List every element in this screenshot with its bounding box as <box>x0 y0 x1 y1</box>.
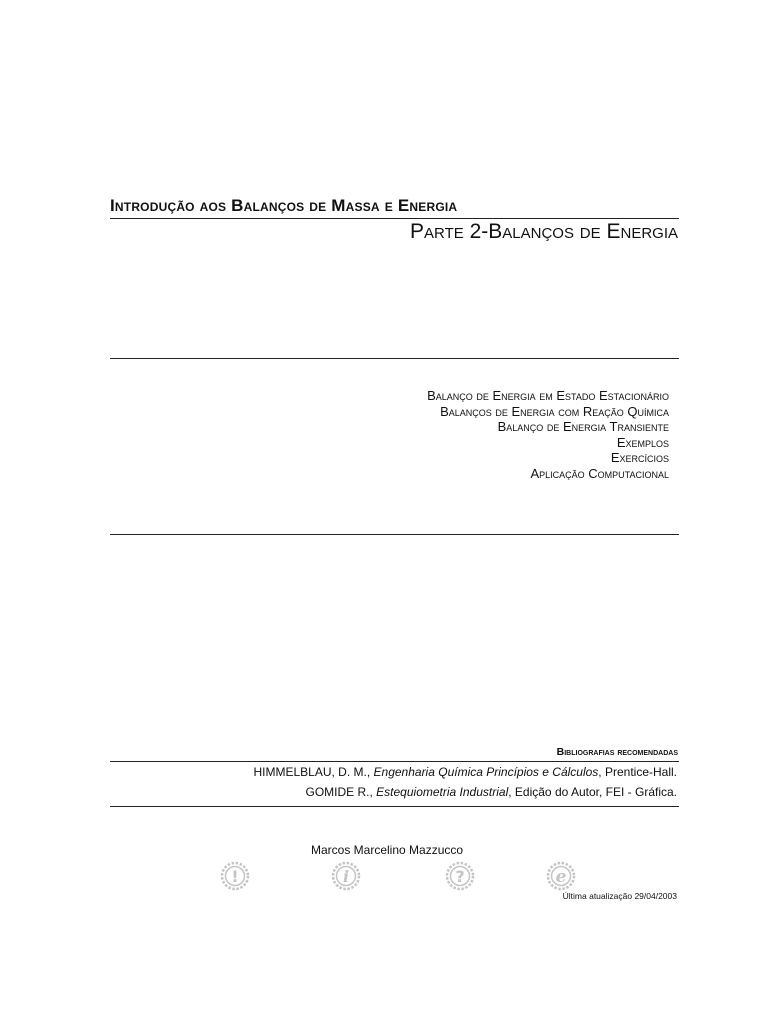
topic-item: Aplicação Computacional <box>530 465 669 481</box>
svg-text:?: ? <box>455 867 465 886</box>
question-icon <box>444 860 476 892</box>
topic-item: Balanços de Energia com Reação Química <box>440 403 669 419</box>
reference-publisher: , Edição do Autor, FEI - Gráfica. <box>508 785 677 799</box>
exclamation-icon <box>219 860 251 892</box>
reference-author: HIMMELBLAU, D. M., <box>253 765 374 779</box>
reference-item <box>253 762 677 782</box>
topics-top-divider <box>110 358 679 359</box>
icon-row <box>0 860 768 894</box>
bibliography-list <box>253 762 677 802</box>
document-subtitle: Parte 2-Balanços de Energia <box>410 220 678 243</box>
reference-work: Engenharia Química Princípios e Cálculos <box>373 765 599 779</box>
author-name: Marcos Marcelino Mazzucco <box>311 843 464 857</box>
info-icon <box>330 860 362 892</box>
topic-item: Balanço de Energia em Estado Estacionário <box>427 388 669 403</box>
topic-item: Exercícios <box>610 450 669 465</box>
reference-work: Estequiometria Industrial <box>376 785 509 799</box>
topic-item: Balanço de Energia Transiente <box>497 419 669 434</box>
reference-item <box>253 782 677 802</box>
last-updated: Última atualização 29/04/2003 <box>562 891 677 901</box>
svg-text:i: i <box>342 867 350 886</box>
bibliography-heading: Bibliografias recomendadas <box>556 746 678 758</box>
reference-publisher: , Prentice-Hall. <box>598 765 677 779</box>
topics-list <box>427 388 669 481</box>
title-divider <box>110 218 679 219</box>
email-icon <box>545 860 577 892</box>
topic-item: Exemplos <box>616 434 669 450</box>
svg-text:e: e <box>555 867 567 887</box>
topics-bottom-divider <box>110 534 679 535</box>
reference-author: GOMIDE R., <box>305 785 377 799</box>
document-title: Introdução aos Balanços de Massa e Energia <box>110 196 458 215</box>
svg-text:!: ! <box>231 867 239 886</box>
bibliography-bottom-divider <box>110 806 679 807</box>
